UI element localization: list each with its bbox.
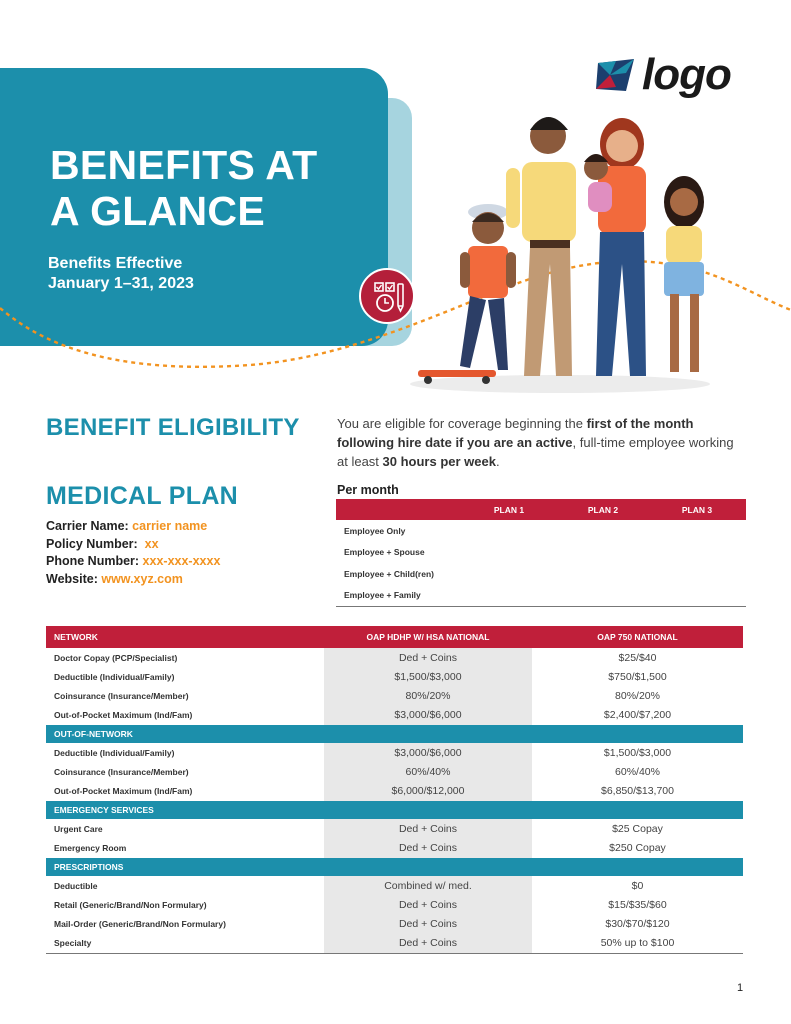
table-row xyxy=(46,839,743,858)
table-row xyxy=(46,706,743,725)
per-month-row: Employee + Family xyxy=(344,590,421,601)
section-header-emergency xyxy=(46,801,743,820)
plan-2-header: PLAN 2 xyxy=(587,504,619,515)
hdhp-value: Ded + Coins xyxy=(324,895,532,914)
oap750-value: 50% up to $100 xyxy=(600,937,675,950)
carrier-name-row xyxy=(46,518,220,536)
table-row xyxy=(46,743,743,762)
section-label: PRESCRIPTIONS xyxy=(54,861,124,872)
oap750-value: $1,500/$3,000 xyxy=(603,746,672,759)
hdhp-header: OAP HDHP W/ HSA NATIONAL xyxy=(366,632,490,642)
table-row xyxy=(46,686,743,705)
phone-number-label: Phone Number: xyxy=(46,554,140,568)
hdhp-value: Ded + Coins xyxy=(324,915,532,934)
elig-text-3: . xyxy=(495,454,500,469)
website-row xyxy=(46,571,220,589)
table-row xyxy=(46,934,743,953)
effective-date xyxy=(48,254,194,294)
title-line-2: A GLANCE xyxy=(50,188,265,234)
row-label: Urgent Care xyxy=(54,823,103,834)
table-row xyxy=(46,667,743,686)
oap750-value: 80%/20% xyxy=(615,689,660,702)
hdhp-value: $3,000/$6,000 xyxy=(324,743,532,762)
logo-mark-icon xyxy=(596,57,636,93)
oap750-value: $2,400/$7,200 xyxy=(603,709,672,722)
page-title xyxy=(50,142,318,234)
per-month-table xyxy=(336,499,746,607)
per-month-row: Employee Only xyxy=(344,525,406,536)
policy-number-label: Policy Number: xyxy=(46,536,138,551)
company-logo xyxy=(596,50,731,100)
row-label: Out-of-Pocket Maximum (Ind/Fam) xyxy=(54,786,193,797)
oap750-value: $15/$35/$60 xyxy=(608,898,667,911)
row-label: Coinsurance (Insurance/Member) xyxy=(54,690,189,701)
medical-plan-heading: MEDICAL PLAN xyxy=(46,482,239,510)
row-label: Emergency Room xyxy=(54,843,127,854)
eligibility-heading: BENEFIT ELIGIBILITY xyxy=(46,414,300,441)
effective-line-2: January 1–31, 2023 xyxy=(48,275,194,292)
table-row xyxy=(46,648,743,667)
row-label: Out-of-Pocket Maximum (Ind/Fam) xyxy=(54,710,193,721)
policy-number-value: xx xyxy=(144,536,159,551)
oap750-value: $250 Copay xyxy=(609,842,666,855)
oap750-value: 60%/40% xyxy=(615,766,660,779)
section-header-prescriptions xyxy=(46,858,743,877)
table-row xyxy=(46,782,743,801)
hdhp-value: $1,500/$3,000 xyxy=(324,667,532,686)
logo-text: logo xyxy=(642,50,731,99)
hdhp-value: Ded + Coins xyxy=(324,934,532,953)
hdhp-value: $6,000/$12,000 xyxy=(324,782,532,801)
plan-3-header: PLAN 3 xyxy=(681,504,713,515)
page-number: 1 xyxy=(737,982,744,994)
per-month-label: Per month xyxy=(337,483,399,497)
hdhp-value: Ded + Coins xyxy=(324,819,532,838)
network-header: NETWORK xyxy=(54,632,98,642)
oap750-value: $6,850/$13,700 xyxy=(601,785,674,798)
title-line-1: BENEFITS AT xyxy=(50,142,318,188)
hdhp-value: Ded + Coins xyxy=(324,839,532,858)
per-month-row: Employee + Spouse xyxy=(344,547,425,558)
hdhp-value: Combined w/ med. xyxy=(324,876,532,895)
row-label: Deductible xyxy=(54,880,98,891)
per-month-row: Employee + Child(ren) xyxy=(344,568,434,579)
table-row xyxy=(46,915,743,934)
family-illustration xyxy=(400,104,720,394)
row-label: Mail-Order (Generic/Brand/Non Formulary) xyxy=(54,919,226,930)
oap750-value: $25 Copay xyxy=(612,822,663,835)
row-label: Specialty xyxy=(54,938,92,949)
row-label: Doctor Copay (PCP/Specialist) xyxy=(54,652,178,663)
carrier-name-value: carrier name xyxy=(132,519,208,533)
row-label: Retail (Generic/Brand/Non Formulary) xyxy=(54,899,207,910)
row-label: Coinsurance (Insurance/Member) xyxy=(54,767,189,778)
carrier-name-label: Carrier Name: xyxy=(46,519,129,533)
table-row xyxy=(46,819,743,838)
section-header-out-of-network xyxy=(46,725,743,744)
table-row xyxy=(46,895,743,914)
row-label: Deductible (Individual/Family) xyxy=(54,747,175,758)
section-label: OUT-OF-NETWORK xyxy=(54,729,133,739)
oap750-value: $0 xyxy=(631,879,644,892)
per-month-header xyxy=(336,499,746,520)
hdhp-value: 60%/40% xyxy=(324,762,532,781)
policy-number-row xyxy=(46,536,220,554)
website-link[interactable]: www.xyz.com xyxy=(101,571,183,586)
table-row xyxy=(46,876,743,895)
plan-comparison-table xyxy=(46,626,743,954)
oap750-value: $25/$40 xyxy=(618,651,657,664)
effective-line-1: Benefits Effective xyxy=(48,255,183,272)
eligibility-text xyxy=(337,414,747,471)
hdhp-value: Ded + Coins xyxy=(324,648,532,667)
elig-text-1: You are eligible for coverage beginning the xyxy=(337,416,587,431)
hdhp-value: $3,000/$6,000 xyxy=(324,706,532,725)
oap750-header: OAP 750 NATIONAL xyxy=(597,632,678,642)
row-label: Deductible (Individual/Family) xyxy=(54,671,175,682)
elig-text-2: , full-time employee working at least xyxy=(337,435,734,469)
phone-number-value: xxx-xxx-xxxx xyxy=(142,554,221,568)
hdhp-value: 80%/20% xyxy=(324,686,532,705)
elig-bold-1: first of the month following hire date if you are an active xyxy=(337,416,694,450)
elig-bold-2: 30 hours per week xyxy=(382,454,496,469)
phone-number-row xyxy=(46,553,220,571)
website-label: Website: xyxy=(46,571,98,586)
table-row xyxy=(46,762,743,781)
oap750-value: $750/$1,500 xyxy=(608,670,667,683)
table-header-row xyxy=(46,626,743,648)
plan-1-header: PLAN 1 xyxy=(493,504,525,515)
section-label: EMERGENCY SERVICES xyxy=(54,805,154,816)
oap750-value: $30/$70/$120 xyxy=(605,918,670,931)
carrier-info xyxy=(46,518,220,588)
